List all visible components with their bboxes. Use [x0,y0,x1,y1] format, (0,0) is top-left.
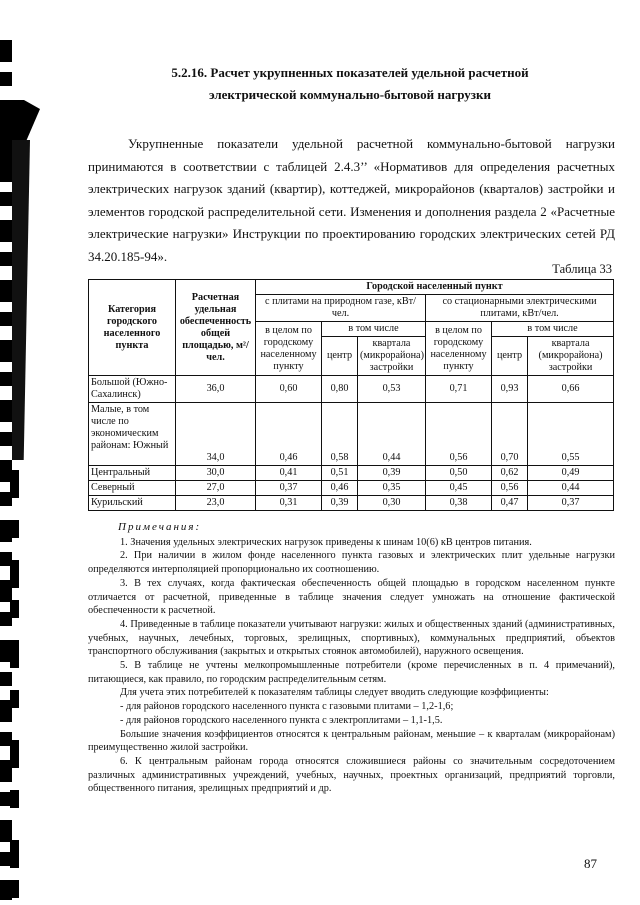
cell-el-center: 0,93 [492,376,528,403]
scan-edge-dash [10,790,19,808]
scan-edge-dash [10,470,19,498]
cell-gas-total: 0,37 [256,481,322,496]
cell-el-total: 0,38 [426,496,492,511]
cell-el-total: 0,71 [426,376,492,403]
cell-el-center: 0,56 [492,481,528,496]
scan-edge-dash [10,690,19,708]
cell-el-blocks: 0,49 [528,466,614,481]
cell-gas-blocks: 0,30 [358,496,426,511]
cell-category: Центральный [89,466,176,481]
scan-edge-blot-lower [12,140,30,460]
scan-edge-dash [10,740,19,768]
scan-edge-dash [10,520,19,538]
scan-edge-dash [10,560,19,588]
cell-el-center: 0,62 [492,466,528,481]
header-gas-blocks: квартала (микрорайона) застройки [358,337,426,376]
cell-el-center: 0,47 [492,496,528,511]
header-el-blocks: квартала (микрорайона) застройки [528,337,614,376]
cell-gas-center: 0,80 [322,376,358,403]
cell-area: 34,0 [176,403,256,466]
note-2: 2. При наличии в жилом фонде населенного пункта газовых и электрических плит удельные нагрузки определяются интерполяцией пропорционально их соотношению. [88,550,615,576]
cell-gas-blocks: 0,44 [358,403,426,466]
scan-edge-dash [10,600,19,618]
table-row [89,403,614,466]
scan-edge-dash [10,640,19,668]
cell-area: 36,0 [176,376,256,403]
cell-el-center: 0,70 [492,403,528,466]
header-gas-total: в целом по городскому населенному пункту [256,322,322,376]
cell-el-total: 0,45 [426,481,492,496]
table-row [89,376,614,403]
section-heading-line1: 5.2.16. Расчет укрупненных показателей удельной расчетной [171,65,529,80]
header-category: Категория городского населенного пункта [89,280,176,376]
header-electric: со стационарными электрическими плитами, кВт/чел. [426,295,614,322]
cell-el-blocks: 0,44 [528,481,614,496]
cell-gas-center: 0,46 [322,481,358,496]
header-gas: с плитами на природном газе, кВт/чел. [256,295,426,322]
section-heading-line2: электрической коммунально-бытовой нагрузки [208,87,492,102]
table-caption: Таблица 33 [552,262,612,276]
cell-category: Северный [89,481,176,496]
note-3: 3. В тех случаях, когда фактическая обеспеченность общей площадью в городском населенном пункте отличается от расчетной, приведенные в таблице значения следует умножать на отношение фактической обеспеченности к расчетной. [88,577,615,617]
intro-paragraph: Укрупненные показатели удельной расчетной коммунально-бытовой нагрузки принимаются в соответствии с таблицей 2.4.3’’ «Нормативов для определения расчетных электрических нагрузок зданий (квартир), коттеджей, микрорайонов (кварталов) застройки и элементов городской распределительной сети. Изменения и дополнения раздела 2 «Расчетные электрические нагрузки» Инструкции по проектированию городских электрических сетей РД 34.20.185-94». [88,136,615,264]
note-4: 4. Приведенные в таблице показатели учитывают нагрузки: жилых и общественных зданий (административных, учебных, научных, лечебных, торговых, зрелищных, спортивных), коммунальных предприятий, объектов транспортного обслуживания (закрытых и открытых стоянок автомобилей), наружного освещения. [88,618,615,658]
cell-gas-total: 0,60 [256,376,322,403]
header-city: Городской населенный пункт [256,280,614,295]
note-5-coeffs-intro: Для учета этих потребителей к показателям таблицы следует вводить следующие коэффициенты: [120,687,549,699]
load-table [88,279,614,511]
cell-gas-center: 0,58 [322,403,358,466]
note-5: 5. В таблице не учтены мелкопромышленные потребители (кроме перечисленных в п. 4 примечаний), питающиеся, как правило, по городским распределительным сетям. [88,660,615,685]
cell-gas-blocks: 0,39 [358,466,426,481]
cell-el-blocks: 0,66 [528,376,614,403]
note-5-explanation: Большие значения коэффициентов относятся к центральным районам, меньшие – к кварталам (микрорайонам) преимущественно жилой застройки. [88,728,615,754]
header-el-total: в целом по городскому населенному пункту [426,322,492,376]
cell-gas-total: 0,41 [256,466,322,481]
cell-gas-center: 0,51 [322,466,358,481]
header-gas-including: в том числе [322,322,426,337]
cell-gas-blocks: 0,53 [358,376,426,403]
cell-area: 27,0 [176,481,256,496]
note-6: 6. К центральным районам города относятся сложившиеся районы со значительным сосредоточением различных административных учреждений, учебных, научных, проектных организаций, предприятий торговли, общественного питания, зрелищных предприятий и др. [88,755,615,795]
header-el-including: в том числе [492,322,614,337]
cell-el-blocks: 0,37 [528,496,614,511]
scan-edge-dash [10,880,19,898]
notes-title: Примечания: [118,521,202,533]
cell-el-total: 0,56 [426,403,492,466]
cell-category: Малые, в том числе по экономическим районам: Южный [89,403,176,466]
cell-el-total: 0,50 [426,466,492,481]
table-row [89,481,614,496]
notes-block [88,521,615,796]
header-area: Расчетная удельная обеспеченность общей площадью, м²/чел. [176,280,256,376]
cell-category: Курильский [89,496,176,511]
scan-edge-dash [10,840,19,868]
header-gas-center: центр [322,337,358,376]
cell-area: 30,0 [176,466,256,481]
cell-area: 23,0 [176,496,256,511]
note-5-gas-coeff: - для районов городского населенного пункта с газовыми плитами – 1,2-1,6; [120,701,454,713]
page-number: 87 [584,856,597,871]
cell-el-blocks: 0,55 [528,403,614,466]
cell-category: Большой (Южно-Сахалинск) [89,376,176,403]
cell-gas-center: 0,39 [322,496,358,511]
header-el-center: центр [492,337,528,376]
table-row [89,496,614,511]
note-1: 1. Значения удельных электрических нагрузок приведены к шинам 10(6) кВ центров питания. [120,536,532,548]
note-5-electric-coeff: - для районов городского населенного пункта с электроплитами – 1,1-1,5. [120,714,443,726]
cell-gas-blocks: 0,35 [358,481,426,496]
cell-gas-total: 0,46 [256,403,322,466]
cell-gas-total: 0,31 [256,496,322,511]
table-row [89,466,614,481]
